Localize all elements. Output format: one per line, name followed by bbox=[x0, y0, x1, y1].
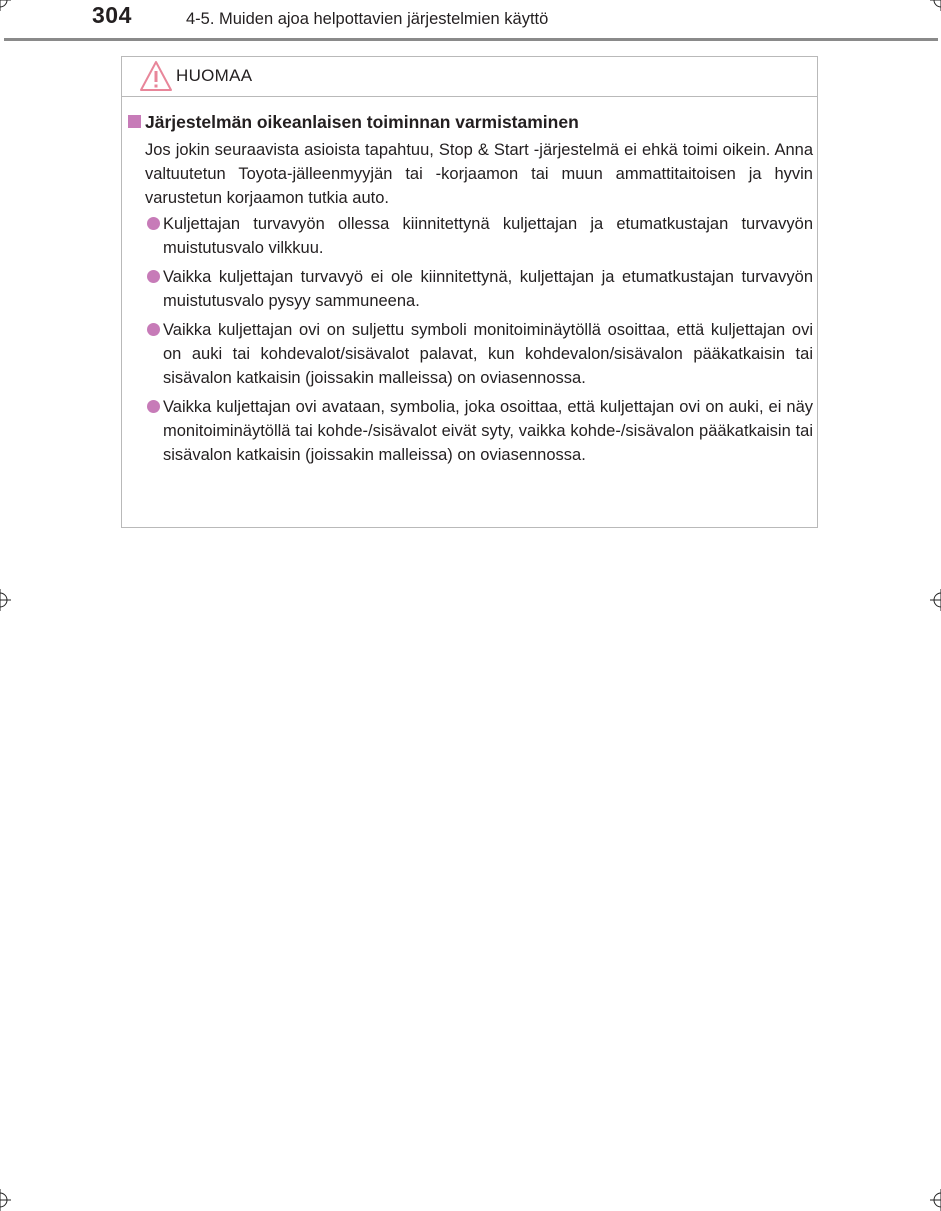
bullet-dot-icon bbox=[147, 323, 160, 336]
bullet-dot-icon bbox=[147, 217, 160, 230]
subheading-text: Järjestelmän oikeanlaisen toiminnan varmistaminen bbox=[145, 112, 579, 132]
notice-box bbox=[121, 56, 818, 528]
subheading bbox=[128, 112, 579, 133]
list-item-text: Vaikka kuljettajan ovi avataan, symbolia, joka osoittaa, että kuljettajan ovi on auki, ei näy monitoiminäytöllä tai kohde-/sisävalot eivät syty, vaikka kohde-/sisävalon pääkatkaisin tai sisävalon katkaisin (joissakin malleissa) on oviasennossa. bbox=[163, 398, 813, 464]
list-item-text: Vaikka kuljettajan turvavyö ei ole kiinnitettynä, kuljettajan ja etumatkustajan turvavyön muistutusvalo pysyy sammuneena. bbox=[163, 268, 813, 310]
intro-paragraph: Jos jokin seuraavista asioista tapahtuu, Stop & Start -järjestelmä ei ehkä toimi oikein. Anna valtuutetun Toyota-jälleenmyyjän tai -korjaamon tai muun ammattitaitoisen ja hyvin varustetun korjaamon tutkia auto. bbox=[145, 141, 813, 207]
list-item bbox=[145, 212, 813, 260]
warning-triangle-icon bbox=[139, 60, 173, 92]
list-item bbox=[145, 318, 813, 390]
registration-mark-bottom-left-icon bbox=[0, 1189, 11, 1211]
section-title: 4-5. Muiden ajoa helpottavien järjestelmien käyttö bbox=[186, 10, 549, 28]
list-item-text: Kuljettajan turvavyön ollessa kiinnitettynä kuljettajan ja etumatkustajan turvavyön muistutusvalo vilkkuu. bbox=[163, 215, 813, 257]
registration-mark-top-left-icon bbox=[0, 0, 11, 11]
registration-mark-right-icon bbox=[930, 589, 941, 611]
square-bullet-icon bbox=[128, 115, 141, 128]
registration-mark-top-right-icon bbox=[930, 0, 941, 11]
bullet-dot-icon bbox=[147, 270, 160, 283]
notice-header bbox=[122, 57, 817, 97]
list-item bbox=[145, 395, 813, 467]
page-number: 304 bbox=[92, 2, 132, 28]
registration-mark-bottom-right-icon bbox=[930, 1189, 941, 1211]
registration-mark-left-icon bbox=[0, 589, 11, 611]
bullet-list bbox=[145, 212, 813, 472]
list-item bbox=[145, 265, 813, 313]
bullet-dot-icon bbox=[147, 400, 160, 413]
list-item-text: Vaikka kuljettajan ovi on suljettu symboli monitoiminäytöllä osoittaa, että kuljettajan ovi on auki tai kohdevalot/sisävalot palavat, kun kohdevalon/sisävalon pääkatkaisin tai sisävalon katkaisin (joissakin malleissa) on oviasennossa. bbox=[163, 321, 813, 387]
notice-label: HUOMAA bbox=[176, 66, 253, 85]
header-rule bbox=[4, 38, 938, 41]
